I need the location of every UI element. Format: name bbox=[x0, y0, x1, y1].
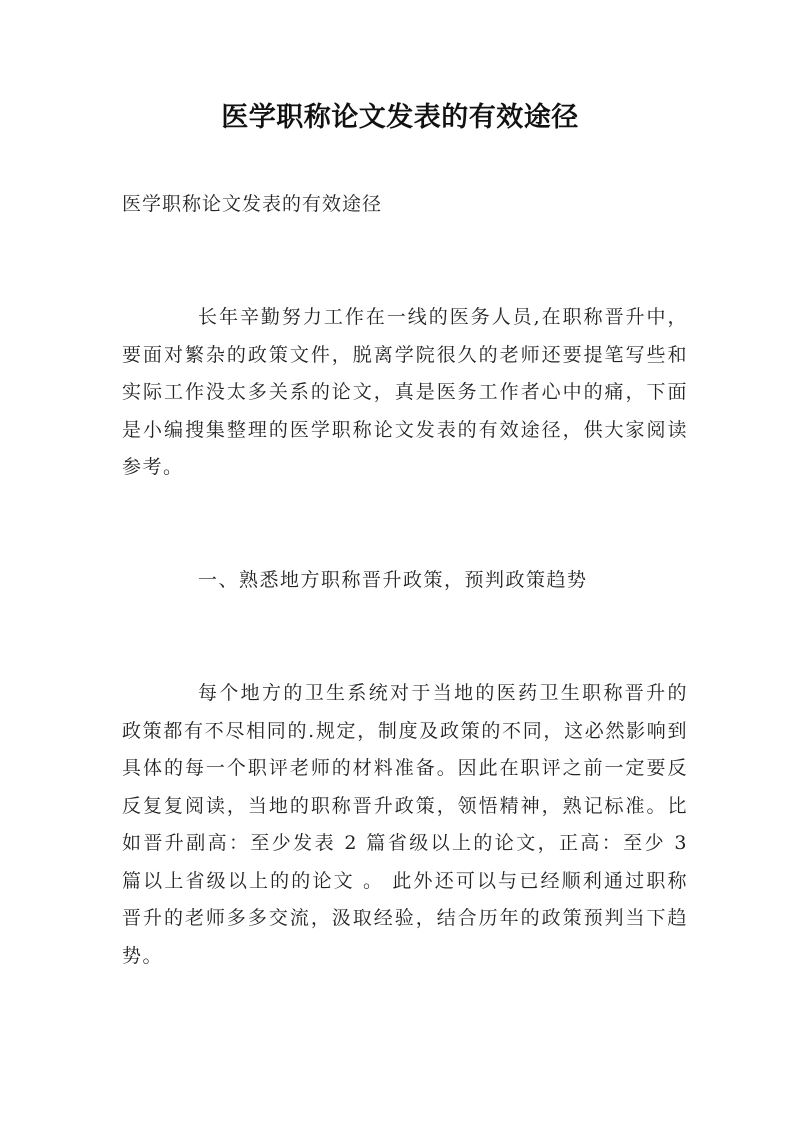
document-subtitle: 医学职称论文发表的有效途径 bbox=[122, 193, 383, 215]
section-1-heading: 一、熟悉地方职称晋升政策，预判政策趋势 bbox=[198, 569, 588, 591]
intro-paragraph: 长年辛勤努力工作在一线的医务人员,在职称晋升中，要面对繁杂的政策文件，脱离学院很久的老师还要提笔写些和实际工作没太多关系的论文，真是医务工作者心中的痛，下面是小编搜集整理的医学职称论文发表的有效途径，供大家阅读参考。 bbox=[122, 306, 688, 478]
section-1-paragraph: 每个地方的卫生系统对于当地的医药卫生职称晋升的政策都有不尽相同的.规定，制度及政策的不同，这必然影响到具体的每一个职评老师的材料准备。因此在职评之前一定要反反复复阅读，当地的职称晋升政策，领悟精神，熟记标准。比如晋升副高：至少发表 2 篇省级以上的论文，正高：至少 3 篇以上省级以上的的论文 。 此外还可以与已经顺利通过职称晋升的老师多多交流，汲取经验，结合历年的政策预判当下趋势。 bbox=[122, 682, 688, 967]
document-title: 医学职称论文发表的有效途径 bbox=[221, 102, 579, 133]
